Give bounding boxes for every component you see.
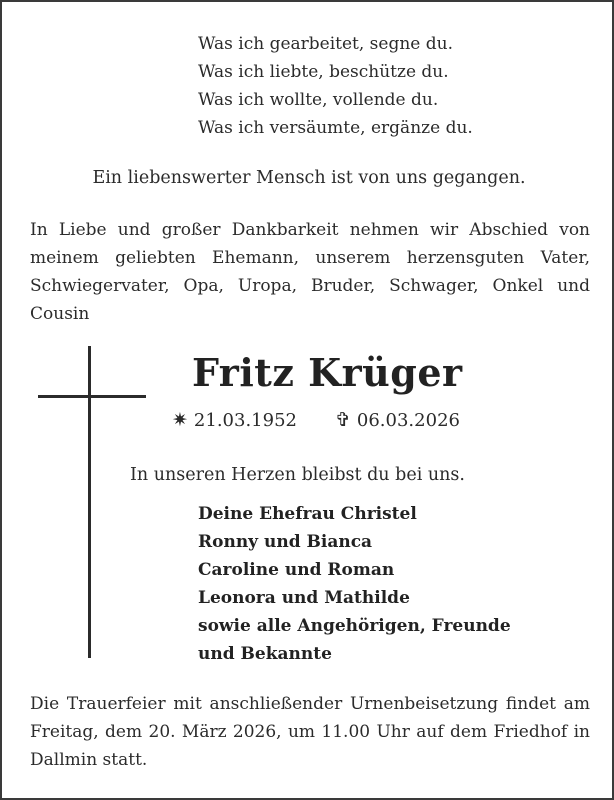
- birth-star-icon: ✷: [172, 409, 188, 431]
- death-date: 06.03.2026: [356, 410, 460, 431]
- memorial-line: In unseren Herzen bleibst du bei uns.: [130, 465, 465, 485]
- mourner-entry: Ronny und Bianca: [198, 532, 373, 552]
- birth-date: 21.03.1952: [193, 410, 297, 431]
- intro-line: Ein liebenswerter Mensch ist von uns gegangen.: [92, 168, 526, 188]
- mourners-list: [198, 500, 511, 668]
- deceased-name: Fritz Krüger: [192, 350, 463, 395]
- mourner-entry: sowie alle Angehörigen, Freunde: [198, 616, 511, 636]
- poem-line: Was ich versäumte, ergänze du.: [198, 118, 473, 138]
- cross-icon-vertical: [88, 346, 91, 658]
- poem-line: Was ich wollte, vollende du.: [198, 90, 439, 110]
- cross-icon-horizontal: [38, 395, 146, 398]
- poem-line: Was ich liebte, beschütze du.: [198, 62, 449, 82]
- mourner-entry: und Bekannte: [198, 644, 332, 664]
- life-dates: [172, 409, 460, 431]
- poem-line: Was ich gearbeitet, segne du.: [198, 34, 453, 54]
- farewell-paragraph: In Liebe und großer Dankbarkeit nehmen wir Abschied von meinem geliebten Ehemann, unserem herzensguten Vater, Schwiegervater, Opa, Uropa, Bruder, Schwager, Onkel und Cousin: [30, 220, 590, 324]
- poem: [198, 30, 473, 142]
- mourner-entry: Leonora und Mathilde: [198, 588, 410, 608]
- mourner-entry: Caroline und Roman: [198, 560, 395, 580]
- funeral-details: Die Trauerfeier mit anschließender Urnenbeisetzung findet am Freitag, dem 20. März 2026, um 11.00 Uhr auf dem Friedhof in Dallmin statt.: [30, 694, 590, 770]
- mourner-entry: Deine Ehefrau Christel: [198, 504, 417, 524]
- death-cross-icon: ✞: [334, 409, 351, 431]
